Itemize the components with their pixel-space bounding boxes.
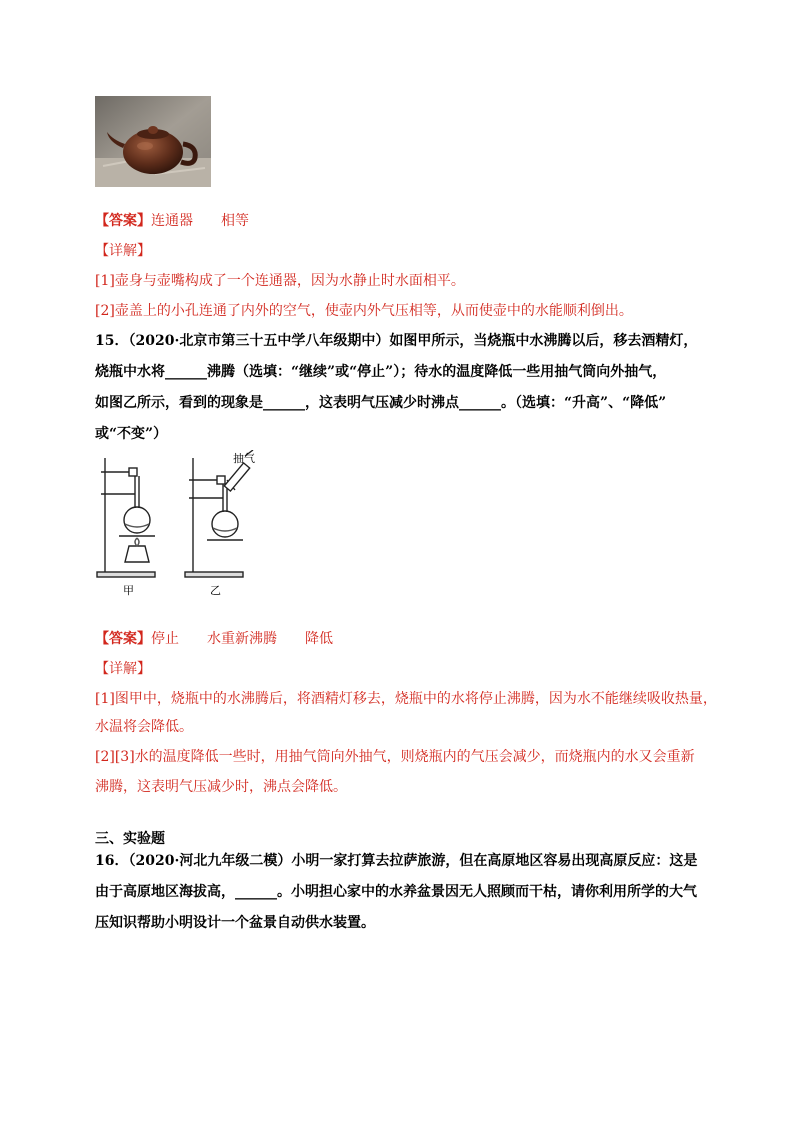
- answer-part: 相等: [221, 213, 249, 229]
- q15-detail-line-1: [1]图甲中，烧瓶中的水沸腾后，将酒精灯移去，烧瓶中的水将停止沸腾，因为水不能继续吸收热量，: [95, 691, 717, 707]
- figure-label-left: 甲: [123, 584, 134, 597]
- pump-label: 抽气: [233, 452, 255, 465]
- q15-answer-line: [95, 628, 333, 648]
- q15-question-line-3: 如图乙所示，看到的现象是______，这表明气压减少时沸点______。（选填：“升高”、“降低”: [95, 395, 667, 411]
- q15-detail-line-3: [2][3]水的温度降低一些时，用抽气筒向外抽气，则烧瓶内的气压会减少，而烧瓶内的水又会重新: [95, 749, 695, 765]
- q15-question-line-4: 或“不变”）: [95, 426, 168, 442]
- answer-tag: 【答案】: [95, 213, 151, 229]
- q15-question-line-1: 15．（2020·北京市第三十五中学八年级期中）如图甲所示，当烧瓶中水沸腾以后，移去酒精灯，: [95, 333, 698, 349]
- q15-detail-line-2: 水温将会降低。: [95, 719, 193, 735]
- q15-detail-tag: 【详解】: [95, 661, 151, 677]
- section-title: 三、实验题: [95, 831, 165, 847]
- q16-question-line-2: 由于高原地区海拔高，______。小明担心家中的水养盆景因无人照顾而干枯，请你利用所学的大气: [95, 884, 697, 900]
- q14-answer-line: [95, 210, 249, 230]
- q16-question-line-1: 16．（2020·河北九年级二模）小明一家打算去拉萨旅游，但在高原地区容易出现高原反应：这是: [95, 853, 698, 869]
- q15-question-line-2: 烧瓶中水将______沸腾（选填：“继续”或“停止”）；待水的温度降低一些用抽气筒向外抽气，: [95, 364, 667, 380]
- answer-part: 连通器: [151, 213, 193, 229]
- q15-apparatus-figure: [95, 450, 255, 598]
- q14-detail-line-1: [1]壶身与壶嘴构成了一个连通器，因为水静止时水面相平。: [95, 273, 465, 289]
- teapot-photo: [95, 96, 211, 187]
- figure-label-right: 乙: [210, 584, 221, 597]
- q15-detail-line-4: 沸腾，这表明气压减少时，沸点会降低。: [95, 779, 347, 795]
- answer-part: 停止: [151, 631, 179, 647]
- answer-part: 水重新沸腾: [207, 631, 277, 647]
- answer-tag: 【答案】: [95, 631, 151, 647]
- q16-question-line-3: 压知识帮助小明设计一个盆景自动供水装置。: [95, 915, 375, 931]
- q14-detail-line-2: [2]壶盖上的小孔连通了内外的空气，使壶内外气压相等，从而使壶中的水能顺利倒出。: [95, 303, 633, 319]
- answer-part: 降低: [305, 631, 333, 647]
- q14-detail-tag: 【详解】: [95, 243, 151, 259]
